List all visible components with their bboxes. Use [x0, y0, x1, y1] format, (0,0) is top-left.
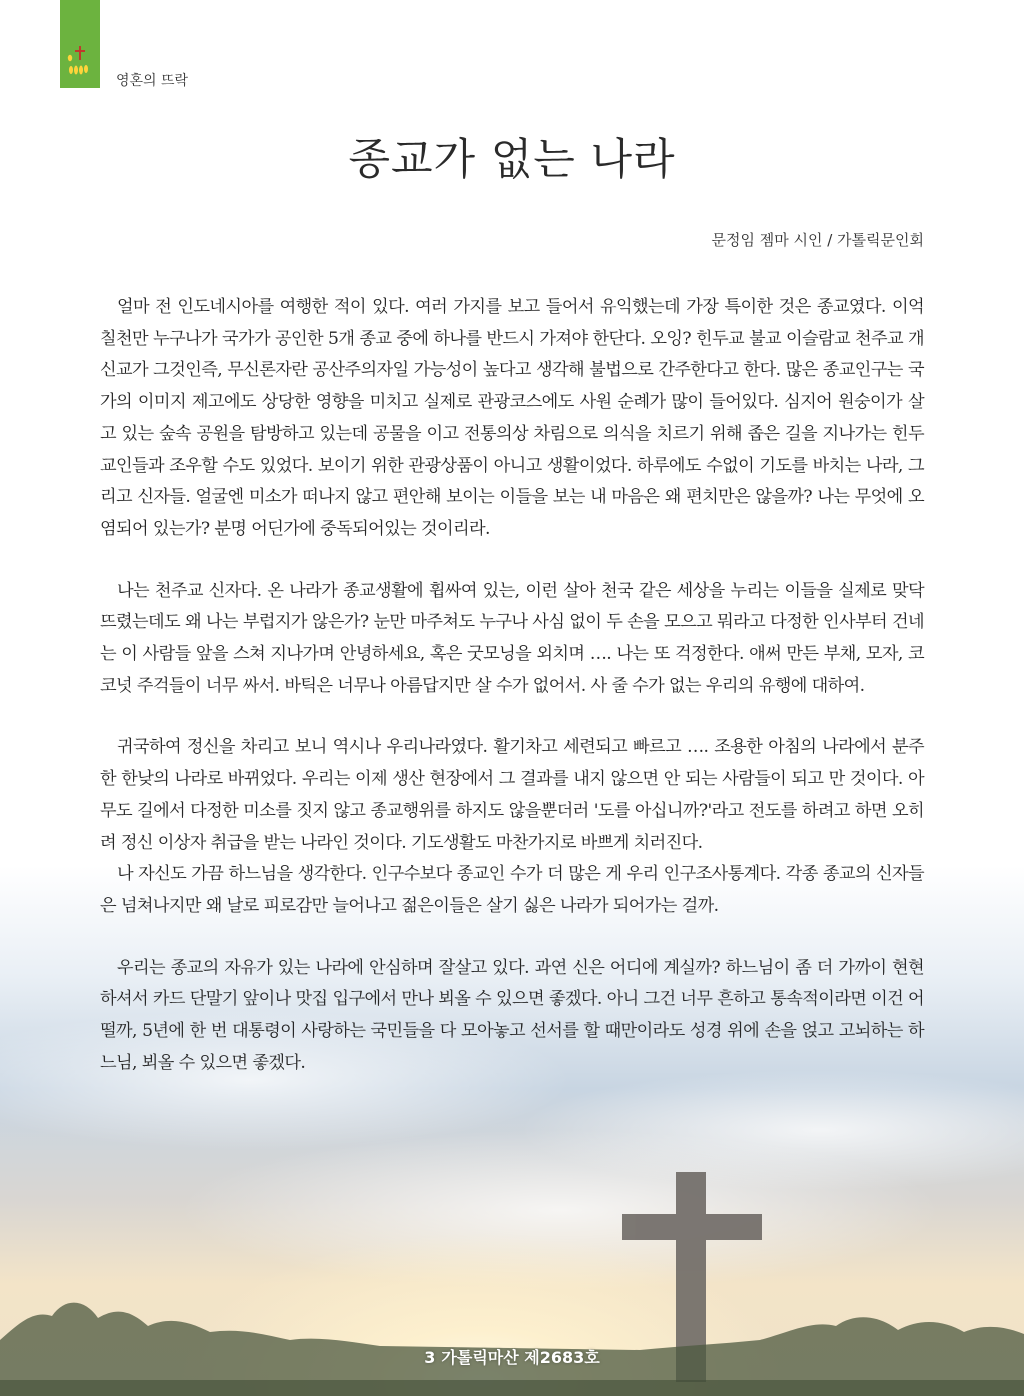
article-paragraph: 귀국하여 정신을 차리고 보니 역시나 우리나라였다. 활기차고 세련되고 빠르고 …. 조용한 아침의 나라에서 분주한 한낮의 나라로 바뀌었다. 우리는 이제 생산 현장에서 그 결과를 내지 않으면 안 되는 사람들이 되고 만 것이다. 아무도 길에서 다정한 미소를 짓지 않고 종교행위를 하지도 않을뿐더러 '도를 아십니까?'라고 전도를 하려고 하면 오히려 정신 이상자 취급을 받는 나라인 것이다. 기도생활도 마찬가지로 바쁘게 치러진다.: [100, 737, 924, 853]
article-body: [100, 292, 924, 1079]
page-footer: [0, 1345, 1024, 1368]
section-label: 영혼의 뜨락: [116, 73, 189, 89]
section-tab: [60, 0, 100, 88]
author-byline: 문정임 젬마 시인 / 가톨릭문인회: [711, 231, 924, 249]
article-title: 종교가 없는 나라: [348, 135, 676, 185]
candles-cross-icon: [64, 46, 96, 86]
article-paragraph: 나는 천주교 신자다. 온 나라가 종교생활에 휩싸여 있는, 이런 살아 천국 같은 세상을 누리는 이들을 실제로 맞닥뜨렸는데도 왜 나는 부럽지가 않은가? 눈만 마주쳐도 누구나 사심 없이 두 손을 모으고 뭐라고 다정한 인사부터 건네는 이 사람들 앞을 스쳐 지나가며 안녕하세요, 혹은 굿모닝을 외치며 …. 나는 또 걱정한다. 애써 만든 부채, 모자, 코코넛 주걱들이 너무 싸서. 바틱은 너무나 아름답지만 살 수가 없어서. 사 줄 수가 없는 우리의 유행에 대하여.: [100, 580, 924, 696]
article-paragraph: 얼마 전 인도네시아를 여행한 적이 있다. 여러 가지를 보고 들어서 유익했는데 가장 특이한 것은 종교였다. 이억 칠천만 누구나가 국가가 공인한 5개 종교 중에 하나를 반드시 가져야 한단다. 오잉? 힌두교 불교 이슬람교 천주교 개신교가 그것인즉, 무신론자란 공산주의자일 가능성이 높다고 생각해 불법으로 간주한다고 한다. 많은 종교인구는 국가의 이미지 제고에도 상당한 영향을 미치고 실제로 관광코스에도 사원 순례가 많이 들어있다. 심지어 원숭이가 살고 있는 숲속 공원을 탐방하고 있는데 공물을 이고 전통의상 차림으로 의식을 치르기 위해 좁은 길을 지나가는 힌두교인들과 조우할 수도 있었다. 보이기 위한 관광상품이 아니고 생활이었다. 하루에도 수없이 기도를 바치는 나라, 그리고 신자들. 얼굴엔 미소가 떠나지 않고 편안해 보이는 이들을 보는 내 마음은 왜 편치만은 않을까? 나는 무엇에 오염되어 있는가? 분명 어딘가에 중독되어있는 것이리라.: [100, 297, 924, 539]
article-paragraph: 나 자신도 가끔 하느님을 생각한다. 인구수보다 종교인 수가 더 많은 게 우리 인구조사통계다. 각종 종교의 신자들은 넘쳐나지만 왜 날로 피로감만 늘어나고 젊은이들은 살기 싫은 나라가 되어가는 걸까.: [100, 864, 924, 916]
article-paragraph: 우리는 종교의 자유가 있는 나라에 안심하며 잘살고 있다. 과연 신은 어디에 계실까? 하느님이 좀 더 가까이 현현하셔서 카드 단말기 앞이나 맛집 입구에서 만나 뵈올 수 있으면 좋겠다. 아니 그건 너무 흔하고 통속적이라면 이건 어떨까, 5년에 한 번 대통령이 사랑하는 국민들을 다 모아놓고 선서를 할 때만이라도 성경 위에 손을 얹고 고뇌하는 하느님, 뵈올 수 있으면 좋겠다.: [100, 957, 924, 1073]
publication-name: 가톨릭마산 제2683호: [441, 1348, 600, 1367]
page-number: 3: [424, 1348, 436, 1367]
